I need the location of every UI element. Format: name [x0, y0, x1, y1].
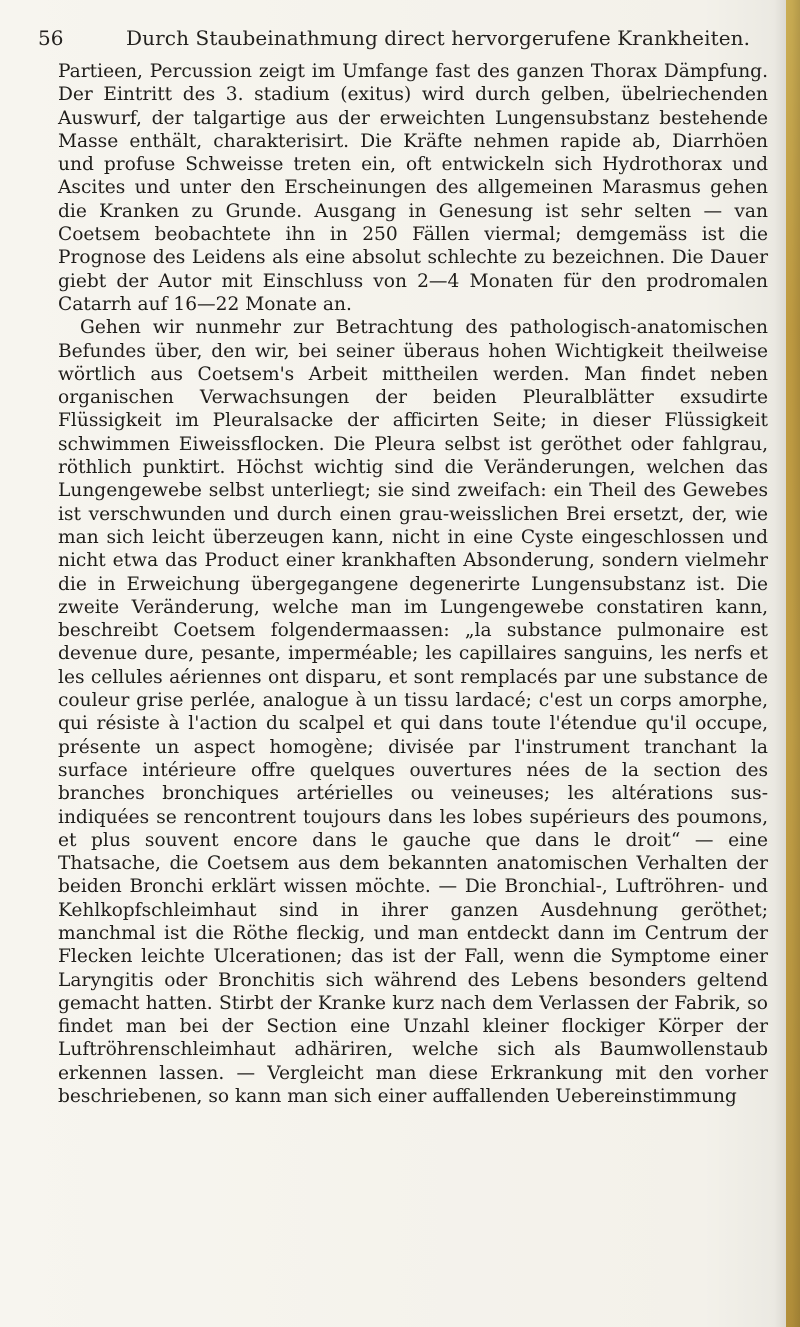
body-text: [58, 60, 768, 1318]
running-title: Durch Staubeinathmung direct hervorgerufene Krankheiten.: [126, 26, 751, 50]
page-header: [38, 24, 758, 52]
paragraph-2: Gehen wir nunmehr zur Betrachtung des pathologisch-anatomischen Befundes über, den wir, bei seiner überaus hohen Wichtigkeit theilweise wörtlich aus Coetsem's Arbeit mittheilen werden. Man findet neben organischen Verwachsungen der beiden Pleuralblätter exsudirte Flüssigkeit im Pleuralsacke der afficirten Seite; in dieser Flüssigkeit schwimmen Eiweissflocken. Die Pleura selbst ist geröthet oder fahlgrau, röthlich punktirt. Höchst wichtig sind die Veränderungen, welchen das Lungengewebe selbst unterliegt; sie sind zweifach: ein Theil des Gewebes ist verschwunden und durch einen grau-weisslichen Brei ersetzt, der, wie man sich leicht überzeugen kann, nicht in eine Cyste eingeschlossen und nicht etwa das Product einer krankhaften Absonderung, sondern vielmehr die in Erweichung übergegangene degenerirte Lungensubstanz ist. Die zweite Veränderung, welche man im Lungengewebe constatiren kann, beschreibt Coetsem folgendermaassen: „la substance pulmonaire est devenue dure, pesante, imperméable; les capillaires sanguins, les nerfs et les cellules aériennes ont disparu, et sont remplacés par une substance de couleur grise perlée, analogue à un tissu lardacé; c'est un corps amorphe, qui résiste à l'action du scalpel et qui dans toute l'étendue qu'il occupe, présente un aspect homogène; divisée par l'instrument tranchant la surface intérieure offre quelques ouvertures nées de la section des branches bronchiques artérielles ou veineuses; les altérations sus-indiquées se rencontrent toujours dans les lobes supérieurs des poumons, et plus souvent encore dans le gauche que dans le droit“ — eine Thatsache, die Coetsem aus dem bekannten anatomischen Verhalten der beiden Bronchi erklärt wissen möchte. — Die Bronchial-, Luftröhren- und Kehlkopfschleimhaut sind in ihrer ganzen Ausdehnung geröthet; manchmal ist die Röthe fleckig, und man entdeckt dann im Centrum der Flecken leichte Ulcerationen; das ist der Fall, wenn die Symptome einer Laryngitis oder Bronchitis sich während des Lebens besonders geltend gemacht hatten. Stirbt der Kranke kurz nach dem Verlassen der Fabrik, so findet man bei der Section eine Unzahl kleiner flockiger Körper der Luftröhrenschleimhaut adhäriren, welche sich als Baumwollenstaub erkennen lassen. — Vergleicht man diese Erkrankung mit den vorher beschriebenen, so kann man sich einer auffallenden Uebereinstimmung: [58, 317, 768, 1108]
page-edge-shadow: [774, 0, 800, 1327]
page-number: 56: [38, 26, 64, 50]
paragraph-1: Partieen, Percussion zeigt im Umfange fast des ganzen Thorax Dämpfung. Der Eintritt des 3. stadium (exitus) wird durch gelben, übelriechenden Auswurf, der talgartige aus der erweichten Lungensubstanz bestehende Masse enthält, charakterisirt. Die Kräfte nehmen rapide ab, Diarrhöen und profuse Schweisse treten ein, oft entwickeln sich Hydrothorax und Ascites und unter den Erscheinungen des allgemeinen Marasmus gehen die Kranken zu Grunde. Ausgang in Genesung ist sehr selten — van Coetsem beobachtete ihn in 250 Fällen viermal; demgemäss ist die Prognose des Leidens als eine absolut schlechte zu bezeichnen. Die Dauer giebt der Autor mit Einschluss von 2—4 Monaten für den prodromalen Catarrh auf 16—22 Monate an.: [58, 61, 768, 315]
